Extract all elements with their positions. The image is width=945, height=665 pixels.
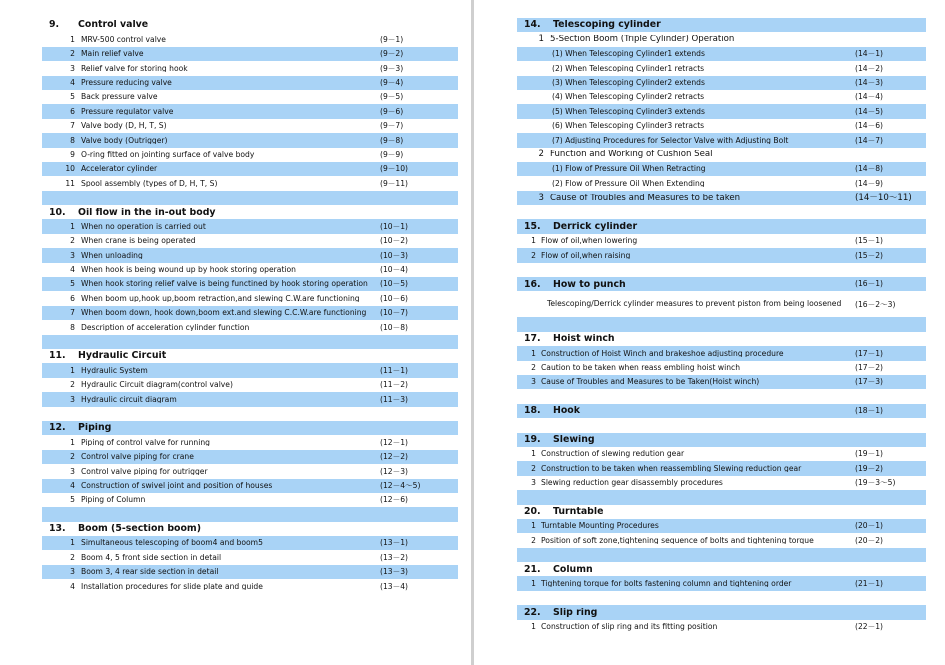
page-ref: (19－3～5) xyxy=(855,478,896,488)
item-title: (7) Adjusting Procedures for Selector Valve with Adjusting Bolt xyxy=(552,136,789,145)
item-title: Construction of Hoist Winch and brakeshoe adjusting procedure xyxy=(541,349,784,358)
toc-item xyxy=(42,450,458,464)
section-heading xyxy=(517,433,926,447)
item-title: When hook is being wound up by hook storing operation xyxy=(81,266,296,274)
toc-item xyxy=(517,104,926,118)
item-title: Position of soft zone,tightening sequence of bolts and tightening torque xyxy=(541,536,814,545)
page-ref: (10－6) xyxy=(380,293,409,303)
toc-item xyxy=(42,464,458,478)
toc-item xyxy=(42,550,458,564)
section-heading xyxy=(517,277,926,291)
toc-item xyxy=(42,219,458,233)
section-title: Oil flow in the in-out body xyxy=(78,207,216,217)
item-title: Hydraulic System xyxy=(81,366,148,375)
page-divider xyxy=(471,0,474,665)
section-heading xyxy=(517,332,926,346)
toc-item xyxy=(42,378,458,392)
item-title: Boom 3, 4 rear side section in detail xyxy=(81,568,219,576)
page-ref: (12－1) xyxy=(380,437,409,447)
item-number: 3 xyxy=(70,250,75,260)
page-ref: (9－7) xyxy=(380,121,404,131)
item-number: 4 xyxy=(70,480,75,490)
page-ref: (14－4) xyxy=(855,92,884,102)
page-ref: (17－3) xyxy=(855,377,884,387)
page-ref: (19－1) xyxy=(855,449,884,459)
page-ref: (9－4) xyxy=(380,77,404,87)
toc-item xyxy=(42,565,458,579)
section-number: 10. xyxy=(49,206,66,218)
item-title: Hydraulic Circuit diagram(control valve) xyxy=(81,381,233,389)
section-heading xyxy=(42,522,458,536)
item-title: Construction to be taken when reassembling Slewing reduction gear xyxy=(541,464,802,473)
page-ref: (10－5) xyxy=(380,279,409,289)
item-title: (3) When Telescoping Cylinder2 extends xyxy=(552,78,705,87)
toc-item xyxy=(517,346,926,360)
toc-item xyxy=(42,263,458,277)
item-number: 5 xyxy=(70,279,75,289)
item-title: Piping of Column xyxy=(81,496,146,504)
toc-subheading xyxy=(517,148,926,162)
item-title: Main relief valve xyxy=(81,50,144,58)
item-number: 3 xyxy=(70,394,75,404)
toc-item xyxy=(42,133,458,147)
item-number: 2 xyxy=(531,250,536,260)
item-title: Cause of Troubles and Measures to be taken xyxy=(550,193,741,203)
page-ref: (20－1) xyxy=(855,521,884,531)
toc-item xyxy=(517,61,926,75)
spacer-row xyxy=(517,317,926,331)
toc-item xyxy=(517,162,926,176)
section-number: 12. xyxy=(49,422,66,434)
toc-item xyxy=(42,306,458,320)
spacer-row xyxy=(517,263,926,277)
toc-item xyxy=(42,320,458,334)
item-title: Construction of slip ring and its fitting position xyxy=(541,623,718,631)
item-title: Caution to be taken when reass embling hoist winch xyxy=(541,363,741,372)
item-title: Hydraulic circuit diagram xyxy=(81,395,177,404)
toc-item xyxy=(42,148,458,162)
item-title: Valve body (Outrigger) xyxy=(81,136,168,145)
section-title: How to punch xyxy=(553,279,626,289)
section-heading xyxy=(42,421,458,435)
toc-item xyxy=(42,47,458,61)
item-title: Control valve piping for crane xyxy=(81,453,194,461)
section-number: 18. xyxy=(524,405,541,417)
item-title: (6) When Telescoping Cylinder3 retracts xyxy=(552,122,705,130)
item-number: 4 xyxy=(70,581,75,591)
item-number: 3 xyxy=(70,466,75,476)
item-title: Flow of oil,when lowering xyxy=(541,237,638,245)
item-title: (2) When Telescoping Cylinder1 retracts xyxy=(552,64,705,73)
item-title: When boom up,hook up,boom retraction,and slewing C.W.are functioning xyxy=(81,294,360,303)
page-ref: (13－2) xyxy=(380,552,409,562)
toc-item xyxy=(42,435,458,449)
toc-item xyxy=(517,447,926,461)
section-number: 15. xyxy=(524,220,541,232)
toc-item xyxy=(42,493,458,507)
item-title: Construction of swivel joint and position of houses xyxy=(81,481,273,490)
item-number: 2 xyxy=(538,149,544,160)
item-title: Slewing reduction gear disassembly procedures xyxy=(541,479,723,487)
item-number: 3 xyxy=(70,63,75,73)
item-number: 1 xyxy=(531,521,536,531)
page-ref: (10－1) xyxy=(380,221,409,231)
section-heading xyxy=(517,605,926,619)
spacer-row xyxy=(517,490,926,504)
item-number: 10 xyxy=(65,164,75,174)
page-ref: (14－6) xyxy=(855,121,884,131)
toc-item xyxy=(517,461,926,475)
page-ref: (10－8) xyxy=(380,322,409,332)
item-title: Spool assembly (types of D, H, T, S) xyxy=(81,179,218,188)
item-title: Valve body (D, H, T, S) xyxy=(81,122,167,130)
section-number: 13. xyxy=(49,523,66,535)
item-title: (1) Flow of Pressure Oil When Retracting xyxy=(552,165,706,173)
toc-item xyxy=(42,536,458,550)
section-title: Telescoping cylinder xyxy=(553,20,661,30)
page-ref: (17－2) xyxy=(855,362,884,372)
page-ref: (11－3) xyxy=(380,394,409,404)
item-number: 8 xyxy=(70,322,75,332)
item-number: 1 xyxy=(531,449,536,459)
section-heading xyxy=(517,505,926,519)
spacer-row xyxy=(517,548,926,562)
section-title: Hook xyxy=(553,406,580,416)
item-title: (2) Flow of Pressure Oil When Extending xyxy=(552,179,705,188)
toc-item xyxy=(517,620,926,634)
section-number: 20. xyxy=(524,505,541,517)
toc-item xyxy=(517,361,926,375)
toc-item xyxy=(517,291,926,317)
spacer-row xyxy=(517,591,926,605)
section-title: Derrick cylinder xyxy=(553,221,638,232)
toc-item xyxy=(517,519,926,533)
item-number: 3 xyxy=(538,192,544,203)
page-ref: (21－1) xyxy=(855,578,884,588)
item-title: (5) When Telescoping Cylinder3 extends xyxy=(552,107,705,116)
item-number: 1 xyxy=(70,538,75,548)
toc-item xyxy=(42,277,458,291)
section-number: 14. xyxy=(524,19,541,31)
toc-item xyxy=(42,90,458,104)
toc-item xyxy=(517,90,926,104)
page-ref: (9－11) xyxy=(380,178,409,188)
item-title: O-ring fitted on jointing surface of valve body xyxy=(81,150,255,159)
section-number: 11. xyxy=(49,350,66,362)
item-title: Back pressure valve xyxy=(81,93,158,101)
section-title: Boom (5-section boom) xyxy=(78,524,201,534)
page-ref: (11－2) xyxy=(380,380,409,390)
toc-item xyxy=(42,291,458,305)
item-title: When hook storing relief valve is being functined by hook storing operation xyxy=(81,280,368,289)
section-heading xyxy=(42,205,458,219)
toc-item xyxy=(42,392,458,406)
page-ref: (18－1) xyxy=(855,406,884,416)
item-number: 4 xyxy=(70,77,75,87)
toc-subheading xyxy=(517,32,926,46)
item-number: 9 xyxy=(70,149,75,159)
section-title: Slip ring xyxy=(553,607,598,618)
section-heading xyxy=(517,404,926,418)
section-title: Slewing xyxy=(553,435,595,445)
item-title: Accelerator cylinder xyxy=(81,165,158,173)
section-number: 21. xyxy=(524,563,541,575)
section-title: Hydraulic Circuit xyxy=(78,351,167,361)
toc-page-right xyxy=(517,18,926,634)
page-ref: (9－9) xyxy=(380,149,404,159)
toc-item xyxy=(42,162,458,176)
spacer-row xyxy=(42,407,458,421)
item-title: When crane is being operated xyxy=(81,237,196,245)
page-ref: (20－2) xyxy=(855,535,884,545)
page-ref: (9－3) xyxy=(380,63,404,73)
item-title: Turntable Mounting Procedures xyxy=(541,522,659,530)
item-number: 1 xyxy=(70,365,75,375)
item-number: 2 xyxy=(70,236,75,246)
toc-item xyxy=(42,61,458,75)
item-title: Function and Working of Cushion Seal xyxy=(550,150,713,159)
section-number: 17. xyxy=(524,333,541,345)
spacer-row xyxy=(42,507,458,521)
section-number: 22. xyxy=(524,606,541,618)
item-number: 1 xyxy=(70,437,75,447)
page-ref: (10－4) xyxy=(380,265,409,275)
item-title: When no operation is carried out xyxy=(81,222,206,231)
section-title: Piping xyxy=(78,423,112,433)
spacer-row xyxy=(42,191,458,205)
item-title: When unloading xyxy=(81,251,143,260)
item-title: Flow of oil,when raising xyxy=(541,251,631,260)
page-ref: (9－6) xyxy=(380,106,404,116)
item-title: When boom down, hook down,boom ext.and slewing C.C.W.are functioning xyxy=(81,309,367,317)
toc-item xyxy=(42,363,458,377)
page-ref: (14－9) xyxy=(855,178,884,188)
page-ref: (13－4) xyxy=(380,581,409,591)
toc-page-left xyxy=(42,18,458,594)
section-title: Control valve xyxy=(78,20,149,30)
page-ref: (16－2～3) xyxy=(855,299,896,309)
section-heading xyxy=(517,219,926,233)
item-title: Pressure reducing valve xyxy=(81,78,172,87)
page-ref: (22－1) xyxy=(855,622,884,632)
page-ref: (16－1) xyxy=(855,279,884,289)
page-ref: (12－4～5) xyxy=(380,480,421,490)
toc-item xyxy=(517,533,926,547)
item-number: 5 xyxy=(70,495,75,505)
toc-item xyxy=(517,476,926,490)
toc-item xyxy=(517,47,926,61)
section-number: 16. xyxy=(524,278,541,290)
page-ref: (12－6) xyxy=(380,495,409,505)
page-ref: (14－8) xyxy=(855,164,884,174)
section-title: Column xyxy=(553,564,593,574)
toc-item xyxy=(42,248,458,262)
item-title: (1) When Telescoping Cylinder1 extends xyxy=(552,50,705,58)
toc-item xyxy=(517,133,926,147)
spacer-row xyxy=(42,335,458,349)
item-number: 3 xyxy=(70,567,75,577)
page-ref: (14－7) xyxy=(855,135,884,145)
item-number: 7 xyxy=(70,308,75,318)
toc-item xyxy=(42,579,458,593)
item-title: Construction of slewing redution gear xyxy=(541,450,685,458)
section-heading xyxy=(42,18,458,32)
toc-item xyxy=(517,375,926,389)
spacer-row xyxy=(517,389,926,403)
page-ref: (14－1) xyxy=(855,49,884,59)
toc-item xyxy=(517,76,926,90)
section-heading xyxy=(517,562,926,576)
section-title: Hoist winch xyxy=(553,334,615,344)
toc-subheading xyxy=(517,191,926,205)
toc-item xyxy=(517,248,926,262)
page-ref: (14－10～11) xyxy=(855,192,912,203)
item-title: Cause of Troubles and Measures to be Taken(Hoist winch) xyxy=(541,378,760,386)
item-number: 2 xyxy=(70,552,75,562)
section-heading xyxy=(42,349,458,363)
item-number: 1 xyxy=(531,578,536,588)
item-number: 1 xyxy=(70,221,75,231)
item-title: Control valve piping for outrigger xyxy=(81,467,208,476)
item-title: Relief valve for storing hook xyxy=(81,64,188,73)
item-number: 5 xyxy=(70,92,75,102)
toc-item xyxy=(517,176,926,190)
item-title: Boom 4, 5 front side section in detail xyxy=(81,553,222,562)
item-number: 2 xyxy=(531,535,536,545)
spacer-row xyxy=(517,205,926,219)
page-ref: (12－3) xyxy=(380,466,409,476)
toc-item xyxy=(42,479,458,493)
page-ref: (10－2) xyxy=(380,236,409,246)
page-ref: (10－3) xyxy=(380,250,409,260)
item-title: Tightening torque for bolts fastening column and tightening order xyxy=(541,579,792,588)
item-number: 7 xyxy=(70,121,75,131)
item-title: Pressure regulator valve xyxy=(81,107,174,116)
item-title: Description of acceleration cylinder function xyxy=(81,323,250,332)
item-number: 6 xyxy=(70,293,75,303)
toc-item xyxy=(42,104,458,118)
section-number: 19. xyxy=(524,434,541,446)
item-number: 1 xyxy=(70,34,75,44)
section-title: Turntable xyxy=(553,506,604,517)
page-ref: (13－1) xyxy=(380,538,409,548)
item-number: 4 xyxy=(70,265,75,275)
spacer-row xyxy=(517,418,926,432)
page-ref: (14－2) xyxy=(855,63,884,73)
section-heading xyxy=(517,18,926,32)
toc-item xyxy=(42,234,458,248)
item-number: 1 xyxy=(531,348,536,358)
item-number: 2 xyxy=(531,463,536,473)
page-ref: (17－1) xyxy=(855,348,884,358)
page-ref: (19－2) xyxy=(855,463,884,473)
item-number: 1 xyxy=(531,236,536,246)
item-number: 2 xyxy=(70,49,75,59)
toc-item xyxy=(42,76,458,90)
toc-item xyxy=(42,32,458,46)
item-number: 6 xyxy=(70,106,75,116)
item-number: 8 xyxy=(70,135,75,145)
page-ref: (9－8) xyxy=(380,135,404,145)
page-ref: (10－7) xyxy=(380,308,409,318)
item-title: 5-Section Boom (Triple Cylinder) Operation xyxy=(550,35,735,44)
page-ref: (13－3) xyxy=(380,567,409,577)
page-ref: (12－2) xyxy=(380,452,409,462)
page-ref: (9－2) xyxy=(380,49,404,59)
page-ref: (11－1) xyxy=(380,365,409,375)
item-title: Telescoping/Derrick cylinder measures to prevent piston from being loosened xyxy=(547,299,842,309)
section-number: 9. xyxy=(49,19,60,31)
page-ref: (15－1) xyxy=(855,236,884,246)
item-title: (4) When Telescoping Cylinder2 retracts xyxy=(552,93,705,101)
page-ref: (15－2) xyxy=(855,250,884,260)
toc-item xyxy=(517,119,926,133)
item-number: 1 xyxy=(538,34,544,45)
item-number: 11 xyxy=(65,178,75,188)
item-number: 3 xyxy=(531,377,536,387)
page-ref: (9－5) xyxy=(380,92,404,102)
page-ref: (14－5) xyxy=(855,106,884,116)
toc-item xyxy=(42,176,458,190)
toc-item xyxy=(42,119,458,133)
item-number: 3 xyxy=(531,478,536,488)
toc-item xyxy=(517,576,926,590)
page-ref: (14－3) xyxy=(855,77,884,87)
item-title: MRV-500 control valve xyxy=(81,35,166,44)
item-title: Piping of control valve for running xyxy=(81,438,210,447)
item-number: 1 xyxy=(531,622,536,632)
item-title: Installation procedures for slide plate and guide xyxy=(81,582,263,591)
toc-item xyxy=(517,234,926,248)
item-number: 2 xyxy=(70,452,75,462)
page-ref: (9－1) xyxy=(380,34,404,44)
item-number: 2 xyxy=(531,362,536,372)
page-ref: (9－10) xyxy=(380,164,409,174)
item-title: Simultaneous telescoping of boom4 and boom5 xyxy=(81,539,263,548)
item-number: 2 xyxy=(70,380,75,390)
